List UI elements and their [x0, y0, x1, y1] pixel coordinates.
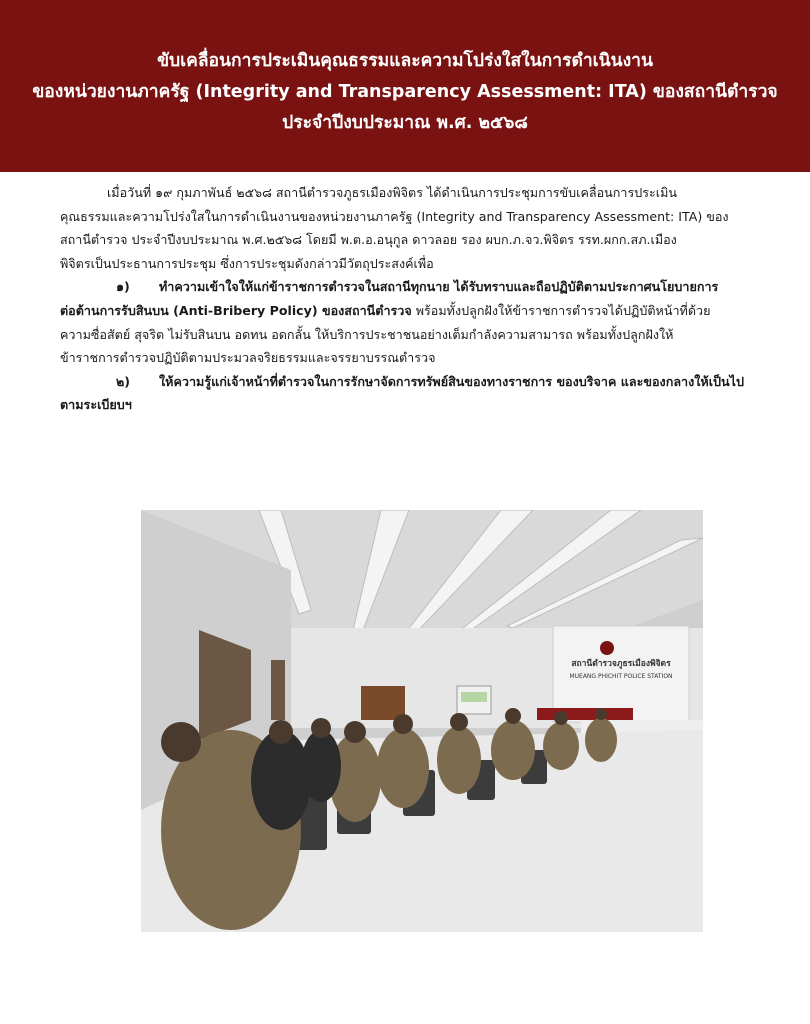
item-2-text: ให้ความรู้แก่เจ้าหน้าที่ตำรวจในการรักษาจัดการทรัพย์สินของทางราชการ ของบริจาค และของกลางให้เป็นไป: [159, 373, 744, 389]
paragraph-1-line-3: สถานีตำรวจ ประจำปีงบประมาณ พ.ศ.๒๕๖๘ โดยมี พ.ต.อ.อนุกูล ดาวลอย รอง ผบก.ภ.จว.พิจิตร รรท.ผกก.สภ.เมือง: [60, 232, 677, 248]
item-1-line-4: ข้าราชการตำรวจปฏิบัติตามประมวลจริยธรรมและจรรยาบรรณตำรวจ: [60, 350, 436, 366]
title-line-1: ขับเคลื่อนการประเมินคุณธรรมและความโปร่งใสในการดำเนินงาน: [157, 51, 653, 71]
paragraph-1-line-2: คุณธรรมและความโปร่งใสในการดำเนินงานของหน่วยงานภาครัฐ (Integrity and Transparency Assessment: ITA) ของ: [60, 208, 729, 224]
item-1-number: ๑): [116, 279, 130, 295]
item-2-number: ๒): [116, 373, 131, 389]
article-body: [60, 181, 756, 417]
title-banner: [0, 0, 810, 172]
paragraph-1-line-1: เมื่อวันที่ ๑๙ กุมภาพันธ์ ๒๕๖๘ สถานีตำรวจภูธรเมืองพิจิตร ได้ดำเนินการประชุมการขับเคลื่อนการประเมิน: [107, 185, 677, 200]
item-1-text: ทำความเข้าใจให้แก่ข้าราชการตำรวจในสถานีทุกนาย ได้รับทราบและถือปฏิบัติตามประกาศนโยบายการ: [159, 279, 719, 295]
item-1-line-3: ความซื่อสัตย์ สุจริต ไม่รับสินบน อดทน อดกลั้น ให้บริการประชาชนอย่างเต็มกำลังความสามารถ พร้อมทั้งปลูกฝังให้: [60, 326, 674, 342]
item-2-line-1: [60, 370, 756, 394]
item-2-line-2: ตามระเบียบฯ: [60, 397, 132, 413]
title-line-2: ของหน่วยงานภาครัฐ (Integrity and Transparency Assessment: ITA) ของสถานีตำรวจ: [32, 82, 778, 102]
sign-english-text: MUEANG PHICHIT POLICE STATION: [569, 673, 673, 680]
item-1-line-2-rest: พร้อมทั้งปลูกฝังให้ข้าราชการตำรวจได้ปฏิบัติหน้าที่ด้วย: [411, 302, 711, 318]
item-1-policy-text: ต่อต้านการรับสินบน (Anti-Bribery Policy) ของสถานีตำรวจ: [60, 302, 412, 318]
title-line-3: ประจำปีงบประมาณ พ.ศ. ๒๕๖๘: [282, 113, 528, 133]
item-1-line-1: [60, 275, 756, 299]
paragraph-1-line-4: พิจิตรเป็นประธานการประชุม ซึ่งการประชุมดังกล่าวมีวัตถุประสงค์เพื่อ: [60, 255, 434, 271]
meeting-photo: [141, 510, 703, 932]
item-1-line-2: [60, 299, 756, 323]
sign-thai-text: สถานีตำรวจภูธรเมืองพิจิตร: [571, 659, 671, 669]
